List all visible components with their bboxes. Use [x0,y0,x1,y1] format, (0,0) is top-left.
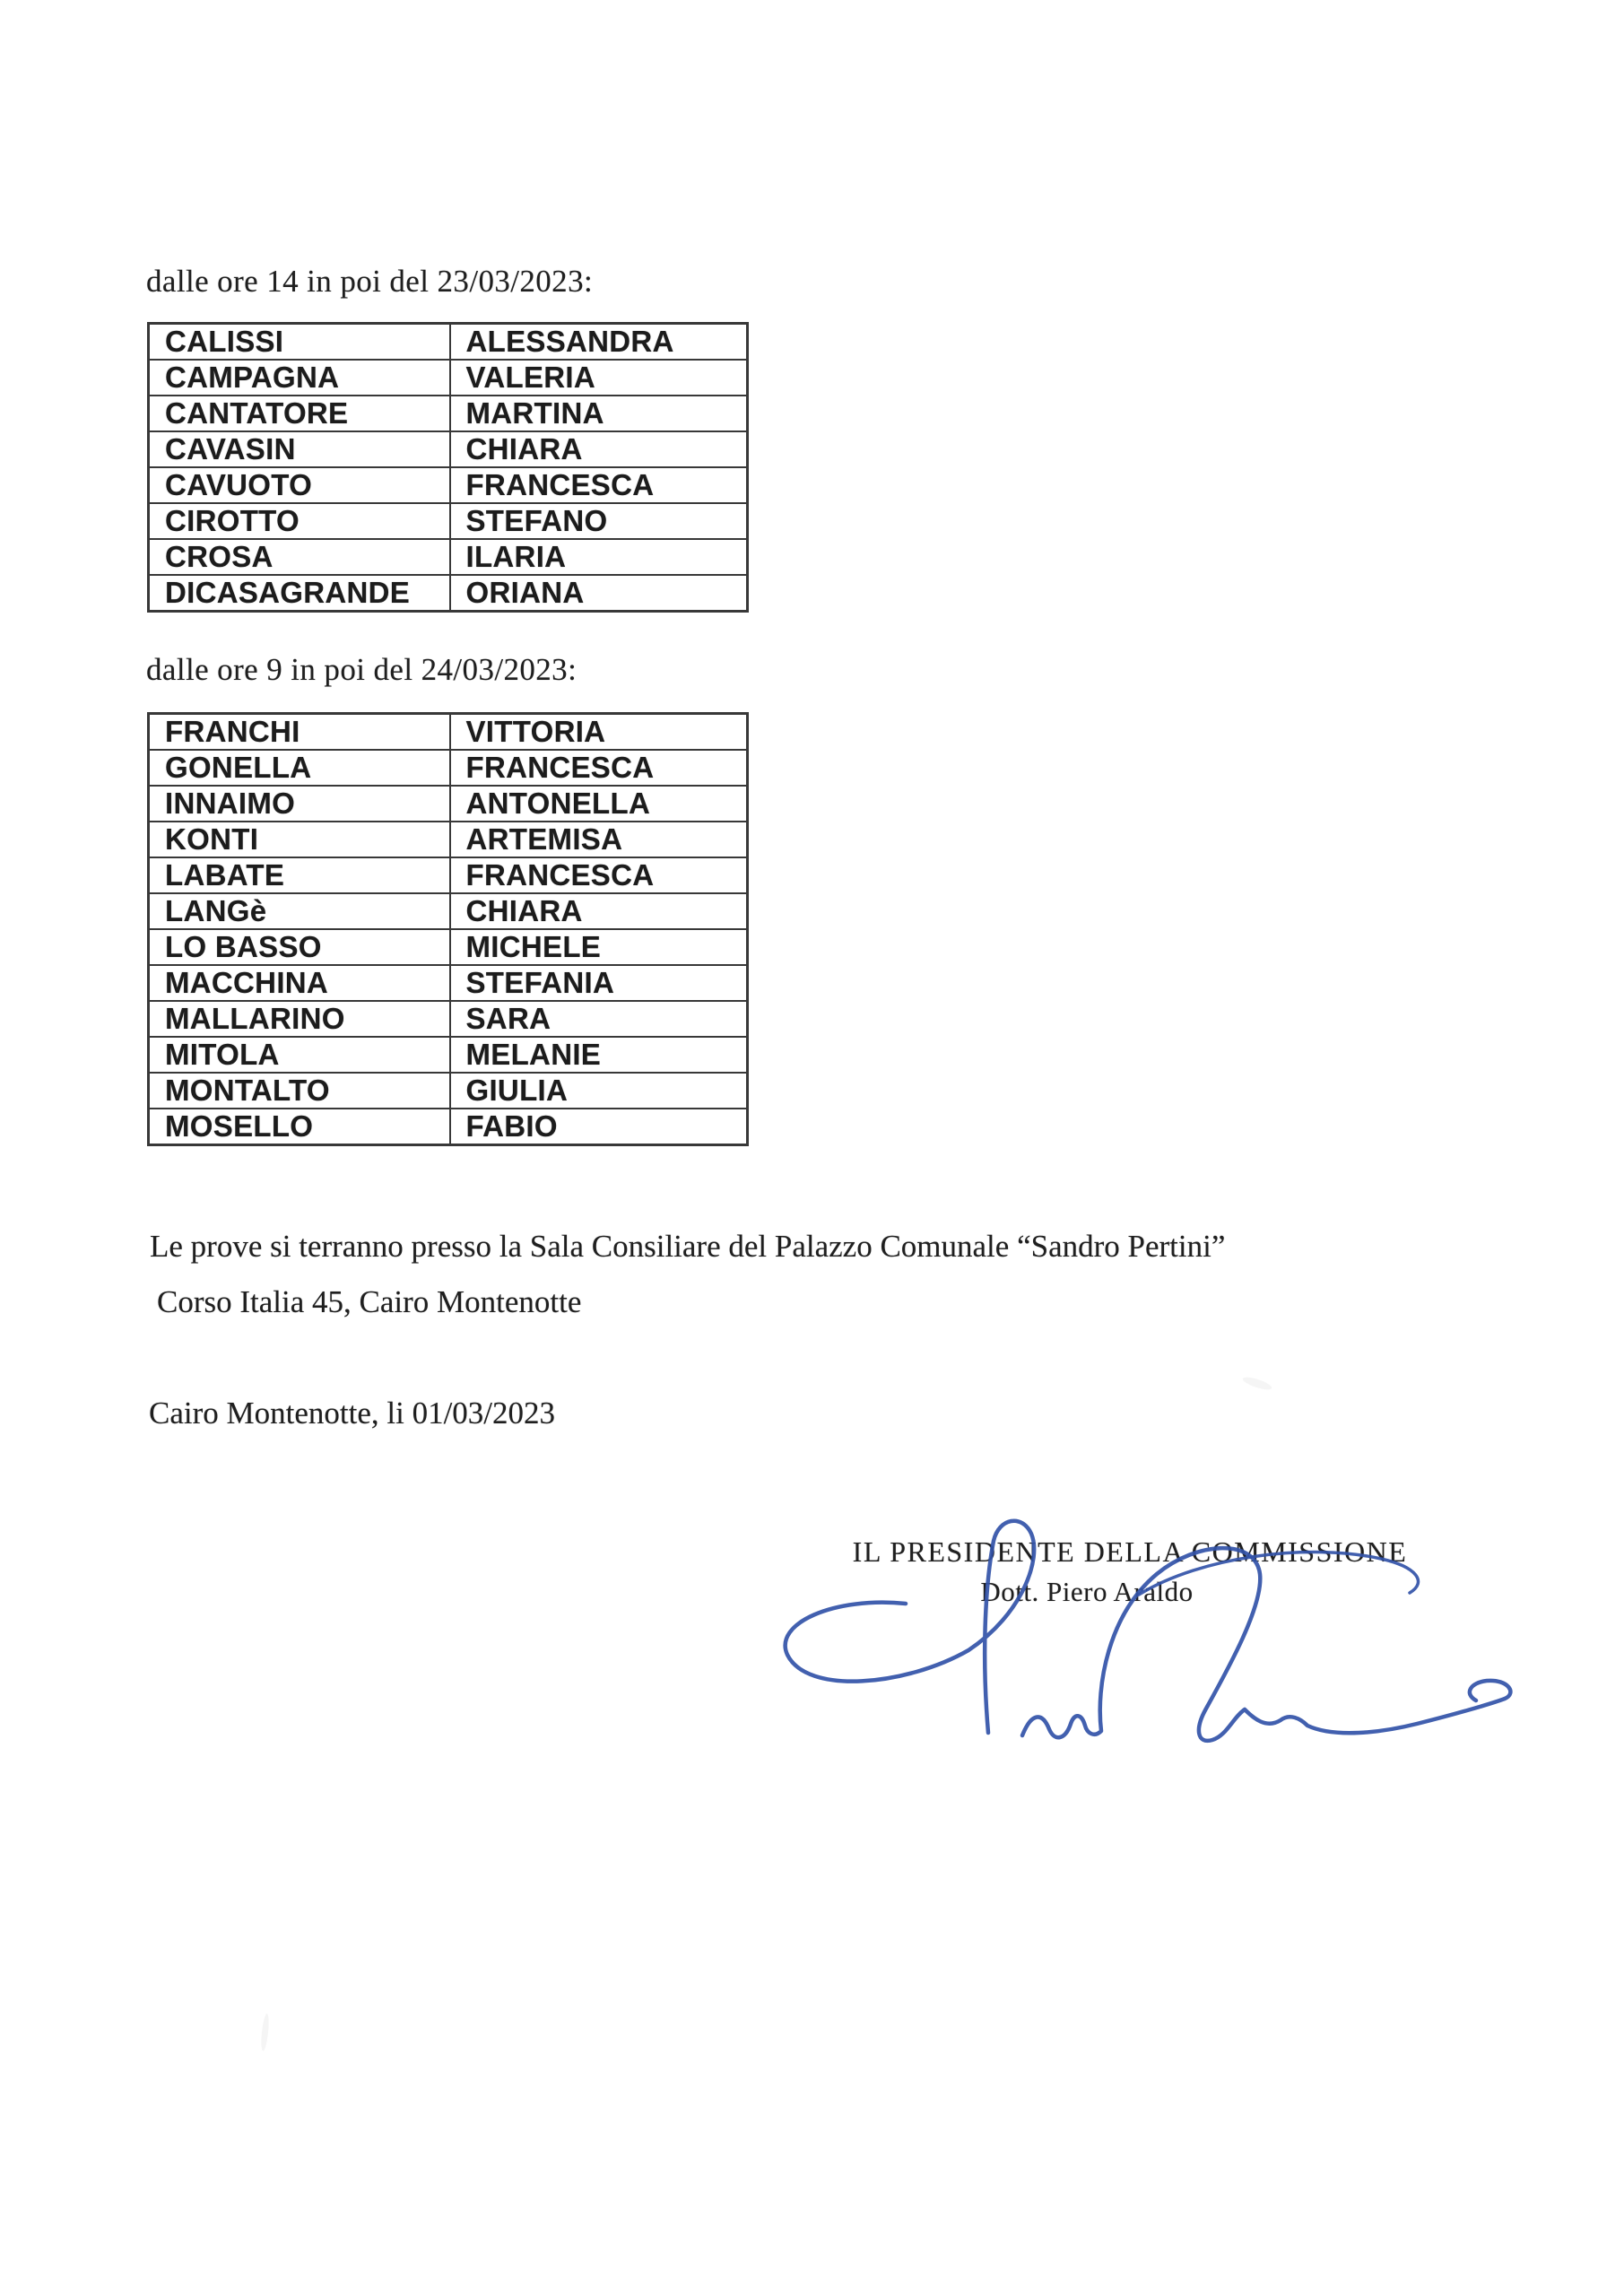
table-row [149,1001,748,1037]
firstname-cell: MARTINA [450,396,748,431]
firstname-cell: FRANCESCA [450,467,748,503]
venue-line: Le prove si terranno presso la Sala Consiliare del Palazzo Comunale “Sandro Pertini” [150,1229,1226,1264]
table-row [149,503,748,539]
firstname-cell: VALERIA [450,360,748,396]
surname-cell: DICASAGRANDE [149,575,450,612]
firstname-cell: GIULIA [450,1073,748,1109]
surname-cell: KONTI [149,822,450,857]
surname-cell: MITOLA [149,1037,450,1073]
table-row [149,822,748,857]
surname-cell: MACCHINA [149,965,450,1001]
address-line: Corso Italia 45, Cairo Montenotte [157,1284,582,1319]
firstname-cell: ARTEMISA [450,822,748,857]
surname-cell: MONTALTO [149,1073,450,1109]
surname-cell: CROSA [149,539,450,575]
firstname-cell: FRANCESCA [450,750,748,786]
table-row [149,714,748,751]
firstname-cell: VITTORIA [450,714,748,751]
firstname-cell: MICHELE [450,929,748,965]
surname-cell: LANGè [149,893,450,929]
firstname-cell: CHIARA [450,893,748,929]
firstname-cell: ALESSANDRA [450,324,748,361]
scan-smudge [1241,1375,1272,1392]
signature-name: Dott. Piero Araldo [980,1576,1194,1607]
table-row [149,1037,748,1073]
firstname-cell: SARA [450,1001,748,1037]
surname-cell: CAVUOTO [149,467,450,503]
surname-cell: LO BASSO [149,929,450,965]
surname-cell: CIROTTO [149,503,450,539]
firstname-cell: FABIO [450,1109,748,1145]
table-row [149,786,748,822]
roster-table-23-march [147,322,749,613]
table-row [149,929,748,965]
table-row [149,396,748,431]
table-row [149,539,748,575]
surname-cell: MOSELLO [149,1109,450,1145]
firstname-cell: FRANCESCA [450,857,748,893]
table-row [149,431,748,467]
surname-cell: LABATE [149,857,450,893]
firstname-cell: ILARIA [450,539,748,575]
place-date-line: Cairo Montenotte, li 01/03/2023 [149,1396,556,1431]
surname-cell: GONELLA [149,750,450,786]
surname-cell: CANTATORE [149,396,450,431]
roster-table-24-march [147,712,749,1146]
table-row [149,857,748,893]
signature-title: IL PRESIDENTE DELLA COMMISSIONE [852,1535,1408,1568]
table-row [149,467,748,503]
firstname-cell: CHIARA [450,431,748,467]
surname-cell: INNAIMO [149,786,450,822]
scan-smudge [260,2013,270,2052]
surname-cell: MALLARINO [149,1001,450,1037]
session-2-heading: dalle ore 9 in poi del 24/03/2023: [146,652,578,687]
firstname-cell: ORIANA [450,575,748,612]
session-1-heading: dalle ore 14 in poi del 23/03/2023: [146,264,594,299]
table-row [149,1073,748,1109]
firstname-cell: MELANIE [450,1037,748,1073]
surname-cell: FRANCHI [149,714,450,751]
table-row [149,750,748,786]
firstname-cell: STEFANIA [450,965,748,1001]
surname-cell: CALISSI [149,324,450,361]
firstname-cell: STEFANO [450,503,748,539]
table-row [149,1109,748,1145]
surname-cell: CAVASIN [149,431,450,467]
surname-cell: CAMPAGNA [149,360,450,396]
signature-block [789,1535,1471,1608]
table-row [149,965,748,1001]
table-row [149,360,748,396]
firstname-cell: ANTONELLA [450,786,748,822]
table-row [149,575,748,612]
table-row [149,893,748,929]
table-row [149,324,748,361]
